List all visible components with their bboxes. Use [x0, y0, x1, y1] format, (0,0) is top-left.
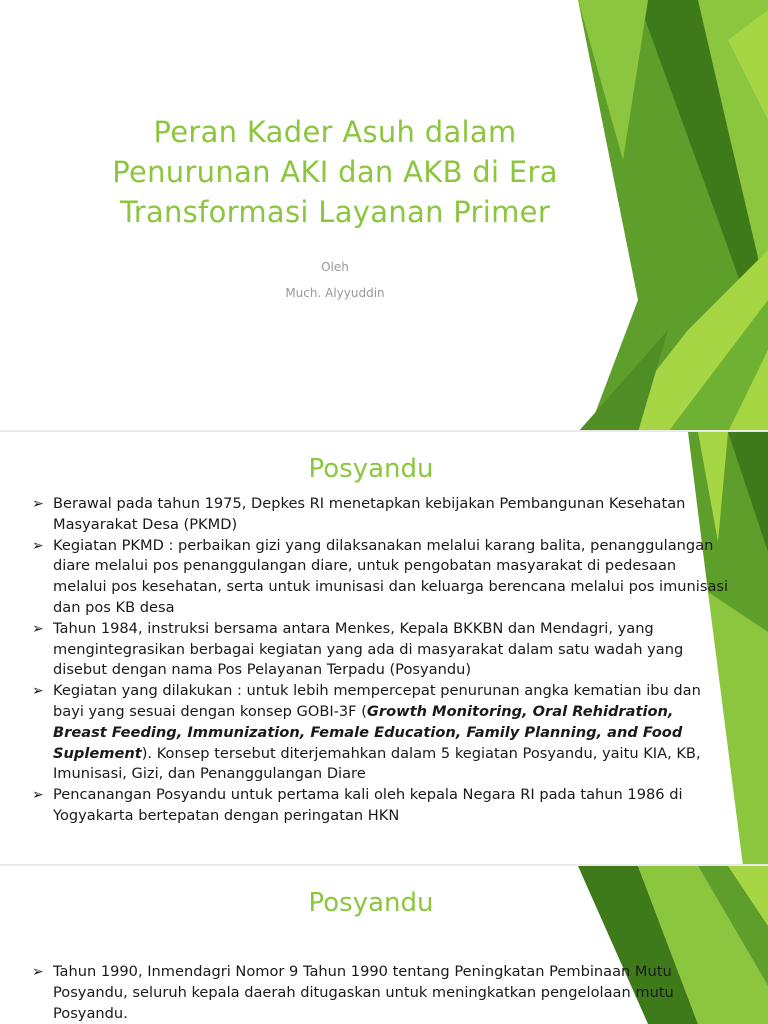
author-name: Much. Alyyuddin	[285, 286, 385, 300]
bullet-text: Tahun 1984, instruksi bersama antara Menkes, Kepala BKKBN dan Mendagri, yang mengintegrasikan berbagai kegiatan yang ada di masyarakat dalam satu wadah yang disebut dengan nama Pos Pelayanan Terpadu (Posyandu)	[53, 619, 684, 679]
bullet-text-italic: Growth Monitoring, Oral Rehidration, Breast Feeding, Immunization, Female Education, Family Planning, and Food Suplement	[53, 702, 683, 762]
bullet-text: Pencanangan Posyandu untuk pertama kali oleh kepala Negara RI pada tahun 1986 di Yogyakarta bertepatan dengan peringatan HKN	[53, 786, 683, 824]
title-line: Penurunan AKI dan AKB di Era	[112, 155, 558, 189]
arrow-bullet-icon: ➢	[32, 964, 44, 980]
bullet-text: Berawal pada tahun 1975, Depkes RI menetapkan kebijakan Pembangunan Kesehatan Masyarakat Desa (PKMD)	[53, 495, 686, 533]
title-line: Peran Kader Asuh dalam	[153, 115, 517, 149]
presentation-title	[60, 112, 610, 232]
slide-posyandu-2	[0, 866, 768, 1024]
bullet-item	[32, 619, 732, 681]
bullet-item	[32, 494, 732, 536]
arrow-bullet-icon: ➢	[32, 537, 44, 554]
bullet-item	[32, 536, 732, 619]
slide-title: Posyandu	[308, 888, 434, 918]
slide-posyandu-1	[0, 432, 768, 866]
slide-title: Posyandu	[308, 454, 434, 484]
bullet-list	[32, 494, 732, 827]
arrow-bullet-icon: ➢	[32, 683, 44, 700]
arrow-bullet-icon: ➢	[32, 787, 44, 804]
arrow-bullet-icon: ➢	[32, 620, 44, 637]
bullet-text: Kegiatan PKMD : perbaikan gizi yang dilaksanakan melalui karang balita, penanggulangan diare melalui pos penanggulangan diare, untuk pengobatan masyarakat di pedesaan melalui pos kesehatan, serta untuk imunisasi dan keluarga berencana melalui pos imunisasi dan pos KB desa	[53, 536, 729, 616]
title-line: Transformasi Layanan Primer	[119, 195, 551, 229]
bullet-text: ). Konsep tersebut diterjemahkan dalam 5 kegiatan Posyandu, yaitu KIA, KB, Imunisasi, Gizi, dan Penanggulangan Diare	[53, 744, 701, 783]
bullet-item	[32, 962, 732, 1024]
bullet-list	[32, 962, 732, 1024]
arrow-bullet-icon: ➢	[32, 496, 44, 512]
slide-title	[0, 0, 768, 432]
bullet-text: Tahun 1990, Inmendagri Nomor 9 Tahun 1990 tentang Peningkatan Pembinaan Mutu Posyandu, seluruh kepala daerah ditugaskan untuk meningkatkan pengelolaan mutu Posyandu.	[53, 963, 674, 1022]
bullet-item	[32, 681, 732, 785]
bullet-text: Kegiatan yang dilakukan : untuk lebih mempercepat penurunan angka kematian ibu dan bayi yang sesuai dengan konsep GOBI-3F (	[53, 682, 701, 720]
by-label: Oleh	[321, 260, 349, 274]
bullet-item	[32, 785, 732, 827]
